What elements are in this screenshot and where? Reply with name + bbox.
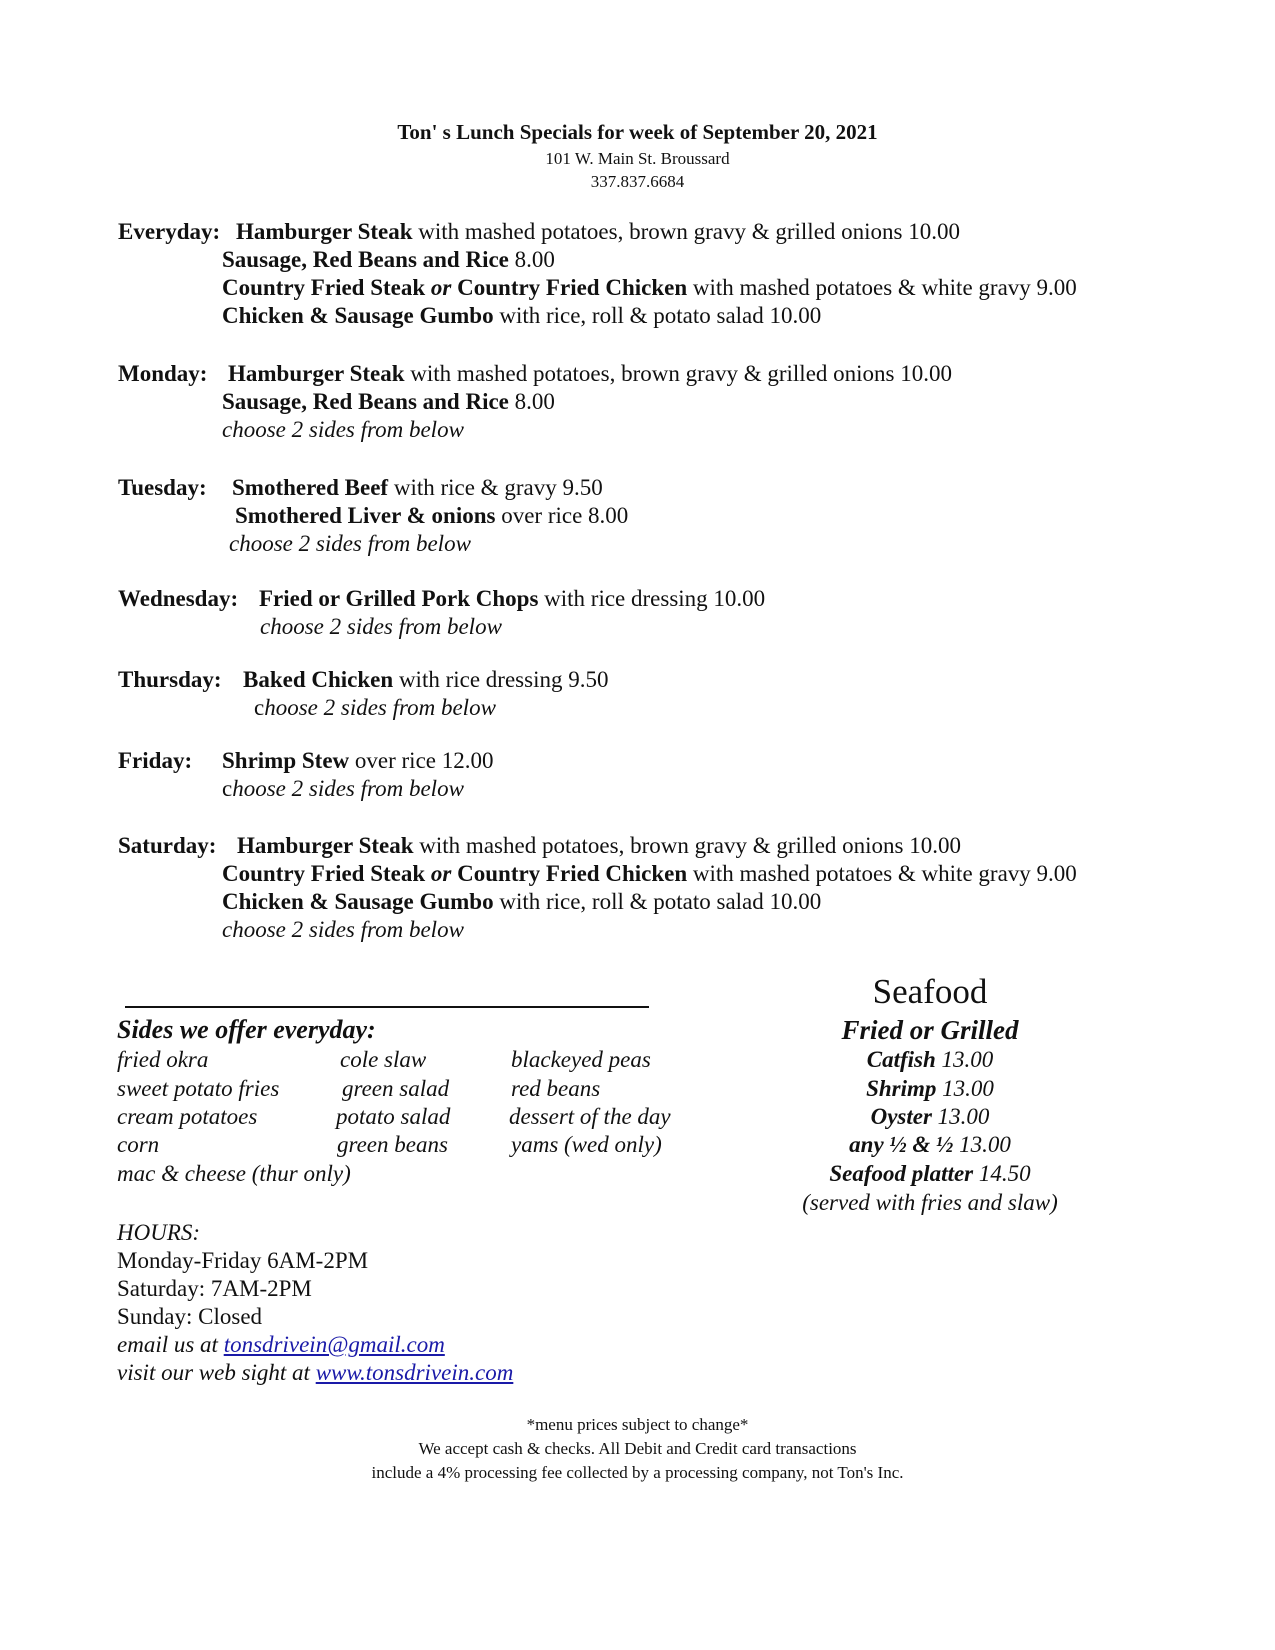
dish-name: Fried or Grilled Pork Chops (259, 586, 539, 611)
dish-name: Hamburger Steak (237, 833, 414, 858)
dish-name: Country Fried Chicken (451, 861, 688, 886)
website-line: visit our web sight at www.tonsdrivein.com (117, 1360, 514, 1385)
seafood-item: any ½ & ½ 13.00 (849, 1132, 1011, 1157)
dish-desc: with mashed potatoes & white gravy 9.00 (687, 275, 1077, 300)
menu-item (232, 474, 603, 502)
seafood-note: (served with fries and slaw) (802, 1190, 1058, 1215)
dish-desc: 8.00 (508, 389, 555, 414)
seafood-item: Oyster 13.00 (870, 1104, 990, 1129)
side-item: green beans (337, 1132, 448, 1157)
dish-desc: with mashed potatoes & white gravy 9.00 (687, 861, 1077, 886)
dish-name: Baked Chicken (243, 667, 394, 692)
side-item: cream potatoes (117, 1104, 258, 1129)
dish-desc: with rice dressing 9.50 (393, 667, 609, 692)
menu-item (222, 747, 494, 775)
dish-desc: with rice, roll & potato salad 10.00 (493, 303, 822, 328)
menu-item (222, 388, 555, 416)
menu-item (243, 666, 608, 694)
dish-name: Country Fried Steak (222, 275, 431, 300)
day-label-saturday: Saturday: (118, 833, 217, 858)
dish-name: Hamburger Steak (228, 361, 405, 386)
menu-item (236, 218, 960, 246)
dish-name: Smothered Beef (232, 475, 389, 500)
side-item: cole slaw (340, 1047, 427, 1072)
day-label-wednesday: Wednesday: (118, 586, 239, 611)
menu-item (235, 502, 628, 530)
dish-name: Chicken & Sausage Gumbo (222, 889, 494, 914)
dish-name: Smothered Liver & onions (235, 503, 496, 528)
menu-item (222, 860, 1077, 888)
page-title: Ton' s Lunch Specials for week of September 20, 2021 (397, 120, 878, 144)
menu-item (237, 832, 961, 860)
side-item: sweet potato fries (117, 1076, 280, 1101)
side-item: mac & cheese (thur only) (117, 1161, 351, 1186)
dish-name: Sausage, Red Beans and Rice (222, 389, 509, 414)
seafood-subtitle: Fried or Grilled (841, 1015, 1019, 1045)
website-link[interactable]: www.tonsdrivein.com (315, 1360, 514, 1385)
dish-desc: with mashed potatoes, brown gravy & grilled onions 10.00 (413, 833, 961, 858)
email-link[interactable]: tonsdrivein@gmail.com (223, 1332, 445, 1357)
dish-name: Shrimp Stew (222, 748, 350, 773)
side-item: yams (wed only) (511, 1132, 662, 1157)
menu-item (259, 585, 765, 613)
side-item: blackeyed peas (511, 1047, 651, 1072)
menu-item (222, 246, 555, 274)
sides-note: choose 2 sides from below (222, 417, 464, 442)
menu-item (222, 888, 821, 916)
dish-name: Chicken & Sausage Gumbo (222, 303, 494, 328)
dish-desc: with mashed potatoes, brown gravy & grilled onions 10.00 (404, 361, 952, 386)
day-label-tuesday: Tuesday: (118, 475, 207, 500)
sides-note: choose 2 sides from below (222, 776, 464, 801)
email-line: email us at tonsdrivein@gmail.com (117, 1332, 445, 1357)
dish-desc: with rice, roll & potato salad 10.00 (493, 889, 822, 914)
sides-note: choose 2 sides from below (222, 917, 464, 942)
dish-desc: 8.00 (508, 247, 555, 272)
or-word: or (430, 861, 452, 886)
sides-note: choose 2 sides from below (260, 614, 502, 639)
dish-desc: with rice & gravy 9.50 (388, 475, 603, 500)
seafood-title: Seafood (872, 972, 988, 1011)
side-item: potato salad (336, 1104, 451, 1129)
or-word: or (430, 275, 452, 300)
dish-name: Country Fried Steak (222, 861, 431, 886)
day-label-monday: Monday: (118, 361, 208, 386)
side-item: green salad (342, 1076, 450, 1101)
hours-sunday: Sunday: Closed (117, 1304, 263, 1329)
day-label-friday: Friday: (118, 748, 193, 773)
hours-label: HOURS: (117, 1220, 201, 1245)
dish-desc: over rice 8.00 (495, 503, 629, 528)
dish-desc: over rice 12.00 (349, 748, 494, 773)
phone-number: 337.837.6684 (590, 172, 685, 191)
address: 101 W. Main St. Broussard (545, 149, 730, 168)
seafood-item: Shrimp 13.00 (866, 1076, 994, 1101)
sides-title: Sides we offer everyday: (117, 1015, 376, 1044)
dish-name: Country Fried Chicken (451, 275, 688, 300)
sides-note: choose 2 sides from below (229, 531, 471, 556)
side-item: red beans (511, 1076, 601, 1101)
footer-fee: include a 4% processing fee collected by a processing company, not Ton's Inc. (371, 1463, 904, 1482)
dish-desc: with mashed potatoes, brown gravy & grilled onions 10.00 (412, 219, 960, 244)
dish-desc: with rice dressing 10.00 (538, 586, 766, 611)
menu-item (222, 274, 1077, 302)
footer-payment: We accept cash & checks. All Debit and Credit card transactions (418, 1439, 857, 1458)
side-item: dessert of the day (509, 1104, 671, 1129)
hours-weekday: Monday-Friday 6AM-2PM (117, 1248, 369, 1273)
day-label-everyday: Everyday: (118, 219, 221, 244)
footer-disclaimer: *menu prices subject to change* (526, 1415, 749, 1434)
hours-saturday: Saturday: 7AM-2PM (117, 1276, 312, 1301)
divider-line (125, 1006, 649, 1008)
menu-item (228, 360, 952, 388)
side-item: fried okra (117, 1047, 209, 1072)
day-label-thursday: Thursday: (118, 667, 222, 692)
seafood-item: Catfish 13.00 (866, 1047, 994, 1072)
dish-name: Sausage, Red Beans and Rice (222, 247, 509, 272)
dish-name: Hamburger Steak (236, 219, 413, 244)
menu-item (222, 302, 821, 330)
seafood-item: Seafood platter 14.50 (829, 1161, 1031, 1186)
sides-note: choose 2 sides from below (254, 695, 496, 720)
side-item: corn (117, 1132, 160, 1157)
